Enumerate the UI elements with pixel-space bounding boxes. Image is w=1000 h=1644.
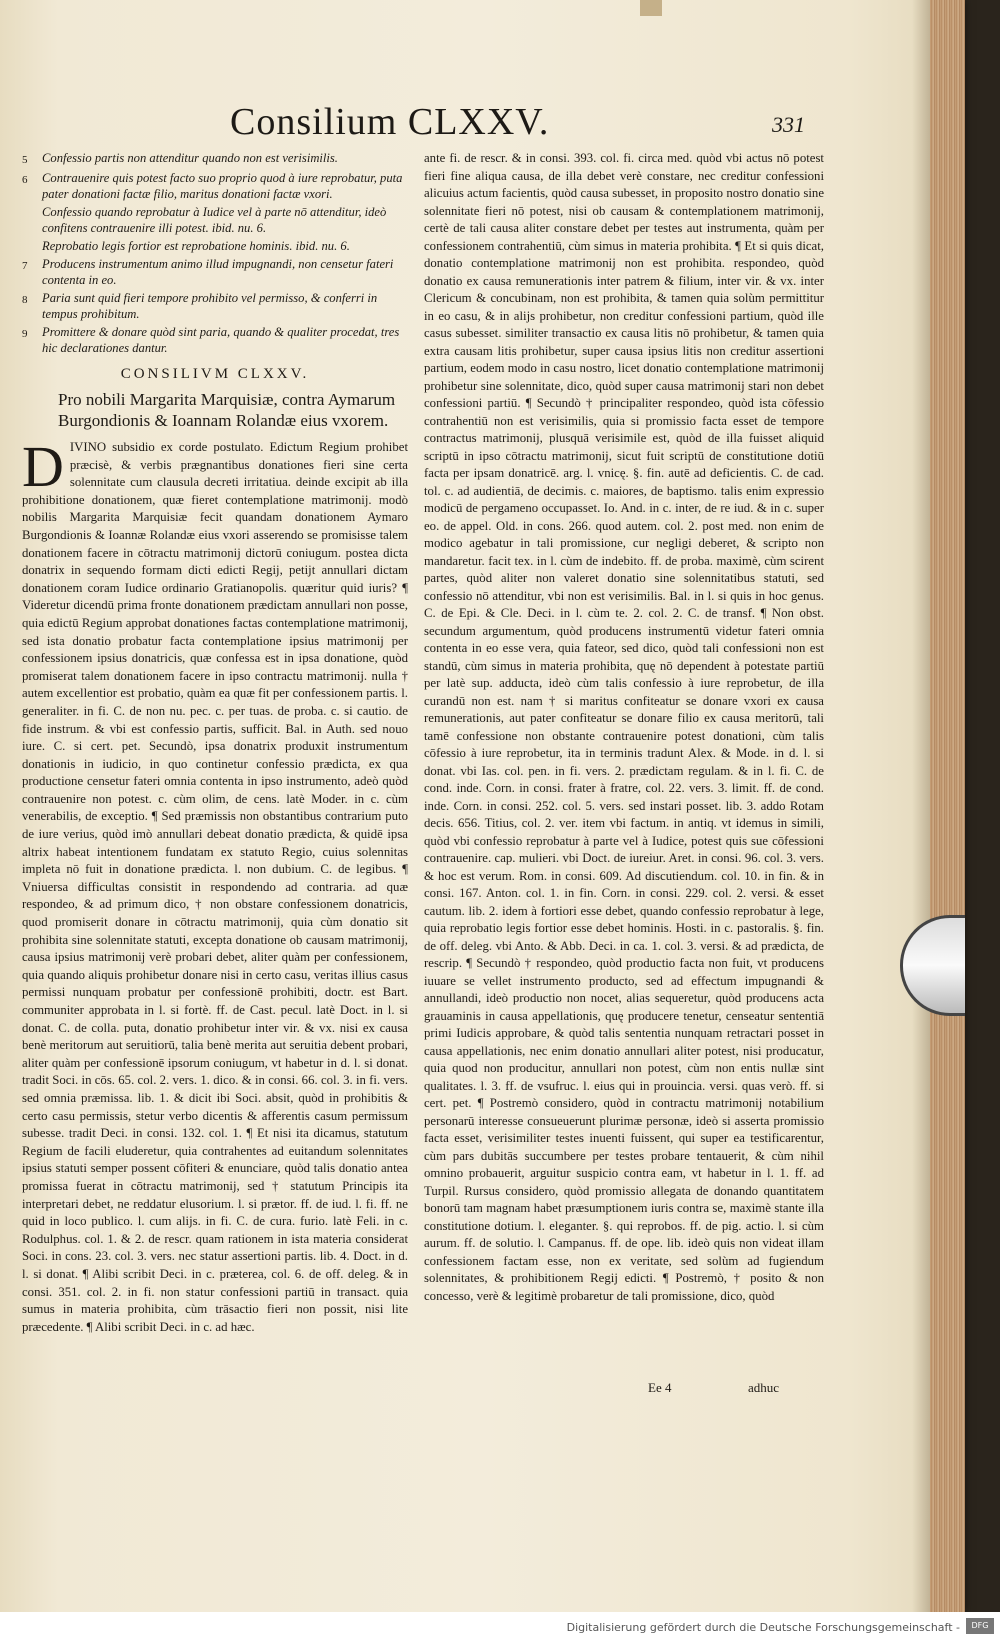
funding-credit: Digitalisierung gefördert durch die Deutsche Forschungsgemeinschaft - bbox=[566, 1621, 960, 1634]
left-column bbox=[22, 150, 408, 1336]
dfg-logo: DFG bbox=[966, 1618, 994, 1634]
case-title: Pro nobili Margarita Marquisiæ, contra Aymarum Burgondionis & Ioannam Rolandæ eius vxorem. bbox=[58, 390, 396, 430]
page-title: Consilium CLXXV. bbox=[230, 101, 550, 143]
summary-list bbox=[22, 150, 408, 356]
page-tab-marker bbox=[640, 0, 662, 16]
summary-item: 8 Paria sunt quid fieri tempore prohibito vel permisso, & conferri in tempus prohibitum. bbox=[22, 291, 378, 321]
summary-item: Confessio quando reprobatur à Iudice vel à parte nō attenditur, ideò confitens contrauenire illi potest. ibid. nu. 6. bbox=[42, 205, 387, 235]
right-paragraph: ante fi. de rescr. & in consi. 393. col. fi. circa med. quòd vbi actus nō potest fieri fine aliqua causa, de illa debet verè constare, nec creditur confessioni alicuius actum facientis, quòd causa subesset, in proposito nostro donatio sine solennitate fieri nō potest, nisi ob causam & contemplationem matrimonij, certè de tali causa aliter constare debet per testes aut instrumenta, quàm per confessionem contrahentiū, cùm simus in materia prohibita. ¶ Et si quis dicat, donatio contemplatione matrimonij non est prohibita. respondeo, quòd donatio ex causa remunerationis inter patrem & filium, inter vir. & vx. inter Clericum & concubinam, non est prohibita, & tamen quia solùm permittitur in eo casu, & in alijs prohibetur, non creditur confessioni partium, quòd ille casus subesset. similiter transactio ex causa litis nō prohibetur, & tamen quia extra causam litis prohibetur, super causa ipsius litis non creditur assertioni partium, eodem modo in casu nostro, licet donatio contemplatione matrimonij prohibetur sine solennitate, dico, quòd super causa matrimonij stari non debet confessioni partiū. ¶ Secundò † principaliter respondeo, quòd ista cōfessio contrahentiū non est verisimilis, quia si promissio facta esset de tempore contractus matrimonij, plusquā verisimile est, quòd de illa fuisset aliquid scriptū in ipso cōtractu matrimonij, sicut fuit scriptū de constitutione dotiū facta per ipsam donatricē. arg. l. vnicę. §. fin. autē ad deficientis. C. de cad. tol. c. ad audientiā, de decimis. c. maiores, de baptismo. talis enim expressio modicū de pergameno occupasset. Io. And. in c. inter, de re iud. & in c. super eo. de appel. Old. in cons. 266. quod autem. col. 2. post med. non enim de modico agebatur in tali promissione, cur negligi deberet, & scripto non mandaretur. facit tex. in l. cùm de indebito. ff. de proba. maximè, cùm scirent partes, quòd aliter non valeret donatio sine solennitatibus statuti, sed confessio nō attenditur, vbi non est verisimilis. Bal. in l. si quis in hoc genus. C. de Epi. & Cle. Deci. in l. cùm te. 2. col. 2. C. de transf. ¶ Non obst. secundum argumentum, quòd producens instrumentū videtur fateri omnia contenta in eo esse vera, quia fateor, sed dico, quòd tali confessioni non est standū, cùm simus in materia prohibita, quę nō dependent à potestate partiū per latè sup. adducta, ideò cùm talis confessio à iure reprobetur, de illa curandū non est. nam † si maritus confiteatur se donare vxori ex causa remunerationis, aut pater confiteatur se donare filio ex causa meritorū, tali tamē confessione non obstante contrauenire potest donationi, cùm talis cōfessio à iure reprobetur, ita in terminis tradunt Alex. & Mode. in d. l. si donat. vbi Ias. col. pen. in fi. vers. 2. prædictam regulam. & in l. fi. C. de cond. inde. Corn. in consi. frater à fratre, col. 22. vers. 3. limit. ff. de cond. inde. Corn. in consi. 252. col. 5. vers. sed instari posset. lib. 3. addo Rotam decis. 656. Titius, col. 2. ver. item vbi factum. in antiq. vt idemus in simili, quòd vbi confessio reprobatur à parte vel à Iudice, potest quis sue cōfessioni contrauenire. cap. mulieri. vbi Doct. de iureiur. Aret. in consi. 96. col. 3. vers. & hoc est verum. Rom. in consi. 609. Ad discutiendum. col. 10. in fin. & in consi. 167. Anton. col. 1. in fin. Corn. in consi. 229. col. 2. versi. & esset cautum. lib. 2. idem à fortiori esse debet, quando confessio reprobatur à lege, quia reprobatio legis fortior esse debet hominis. Hosti. in c. pastoralis. §. fin. de off. deleg. vbi Anto. & Abb. Deci. in ca. 1. col. 3. versi. & ad prædicta, de rescrip. ¶ Secundò † respondeo, quòd productio facta non fuit, vt producens iuuare se vellet instrumento producto, sed ad effectum impugnandi & annullandi, ideò productio non nocet, alias sequeretur, quòd producens acta grauaminis in causa appellationis, quę producere tenetur, censeatur sententiā primi Iudicis approbare, & quòd talis sententia nunquam retractari posset in causa appellationis, nec enim donatio annullari aliter potest, nisi producatur, quia quod non producitur, annullari non potest, cùm non entis nullæ sint qualitates. l. 3. ff. de vsufruc. l. eius qui in prouincia. versi. quas verò. ff. si cert. pet. ¶ Postremò considero, quòd in contractu matrimonij notabilium personarū interesse consueuerunt plurimæ personæ, ideò si asserta promissio facta esset, verisimiliter testes inuenti fuissent, qui super ea testificarentur, cùm pars dubitās succumbere per testes probare tentauerit, & cùm nihil omnino probauerit, arguitur suspicio contra eam, vt habetur in l. 1. ff. ad Turpil. Rursus considero, quòd promissio allegata de donando quantitatem bonorū tam magnam habet præsumptionem iuris contra se, maximè stante illa constitutione dotium. l. eleganter. §. qui reprobos. ff. de pig. actio. l. si cùm aurum. ff. de solutio. l. Campanus. ff. de ope. lib. ideò quis non videat illam confessionem factam esse, non ex veritate, sed solùm ad fugiendum solennitates, & prohibitionem Regij edicti. ¶ Postremò, † posito & non concesso, verè & legitimè probaretur de tali promissione, dico, quòd bbox=[424, 151, 824, 1303]
right-column bbox=[424, 150, 824, 1305]
right-body-text bbox=[424, 150, 824, 1305]
page-number: 331 bbox=[772, 112, 805, 137]
page-clip bbox=[900, 915, 965, 1016]
left-body-text bbox=[22, 434, 408, 1336]
footer-bar bbox=[0, 1612, 1000, 1644]
page-gutter-shadow bbox=[912, 0, 930, 1612]
signature-mark: Ee 4 bbox=[648, 1380, 672, 1395]
book-edge bbox=[930, 0, 965, 1612]
summary-item: 7 Producens instrumentum animo illud impugnandi, non censetur fateri contenta in eo. bbox=[22, 257, 394, 287]
summary-item: 9 Promittere & donare quòd sint paria, quando & qualiter procedat, tres hic declarationes dantur. bbox=[22, 325, 400, 355]
drop-cap: D bbox=[22, 434, 64, 499]
consilium-heading: CONSILIVM CLXXV. bbox=[120, 366, 310, 382]
left-paragraph: IVINO subsidio ex corde postulato. Edictum Regium prohibet præcisè, & verbis prægnantibus donationes fieri sine certa solennitate cum clausula decreti irritatiua. deinde excipit ab illa prohibitione donationem, quæ fieret contemplatione matrimonij. modò nobilis Margarita Marquisiæ fecit quandam donationem Aymaro Burgondionis & Ioannæ Rolandæ eius vxori asserendo se promisisse talem donationem facere in cōtractu matrimonij dictorū coniugum. postea dicta donatrix in sequendo formam dicti edicti Regij, petijt annullari dictam donationem coram Iudice ordinario Gratianopolis. quæritur quid iuris? ¶ Videretur dicendū prima fronte donationem prædictam annullari non posse, quia edictū Regium approbat donationes factas contemplatione matrimonij, sed ista donatio probatur facta contemplatione ipsius matrimonij per confessionem ipsius donatricis, quæ confessa est in ipsa donatione, quòd promiserat talem donationem facere in ipso contractu matrimonij. nulla † autem excellentior est probatio, quàm ea quæ fit per confessionem partis. l. generaliter. in fi. C. de non nu. pec. c. per tuas. de proba. c. si cautio. de fide instrum. & vbi est confessio partis, sufficit. Bal. in Auth. sed nouo iure. C. si cert. pet. Secundò, ipsa donatrix produxit instrumentum donationis in iudicio, in quo continetur confessio prædicta, ex qua productione censetur fateri omnia contenta in ipso instrumento, adeò quòd contrauenire non potest. c. cùm olim, de cens. latè Moder. in c. cùm venerabilis, de exceptio. ¶ Sed præmissis non obstantibus contrarium puto de iure verius, quòd imò annullari debeat donatio prædicta, & quidē ipsa altrix habeat intentionem fundatam ex statuto Regio, cuius solennitas impleta nō fuit in donatione prædicta. l. non dubium. C. de legibus. ¶ Vniuersa difficultas consistit in respondendo ad contraria. ad quæ respondeo, & ad primum dico, † non obstare confessionem donatricis, quod promiserit donare in cōtractu matrimonij, quia cùm donatio sit prohibita sine solennitate statuti, excepta donatione ob causam matrimonij, causa ipsius matrimonij verè probari debet, aliter quàm per confessionem, quia quando aliquis prohibetur donare nisi in certo casu, veritas illius casus permissi nunquam probatur per confessionē prohibiti, doctr. est Bart. communiter approbata in l. si fortè. ff. de Cast. pecul. latè Doct. in l. si donat. C. de colla. puta, donatio prohibetur inter vir. & vx. nisi ex causa benè meritorum aut seruitiorū, talia benè merita aut seruitia debent probari, aliter quàm per confessionē ipsorum coniugum, vt habetur in d. l. si donat. tradit Soci. in cōs. 65. col. 2. vers. 1. dico. & in consi. 66. col. 3. in fi. vers. sed omnia præmissa. lib. 1. & dicit ibi Soci. absit, quòd in prohibitis & certo casu permissis, stetur verbo dicentis & afferentis casum permissum subesse. tradit Deci. in consi. 132. col. 1. ¶ Et nisi ita dicamus, statutum Regium de facili eluderetur, quia contrahentes ad euitandum solennitates ipsius statuti semper possent cōfiteri & enunciare, quòd talis donatio antea promissa fuerat in cōtractu matrimonij, sed † statutum Principis ita interpretari debet, ne reddatur elusorium. l. si prætor. ff. de iud. l. fi. ff. ne quid in loco publico. l. cum alijs. in fi. C. de cura. furio. latè Feli. in c. Rodulphus. col. 1. & 2. de rescr. quam rationem in ista materia considerat Soci. in cons. 23. col. 3. vers. nec statur assertioni partis. lib. 4. Doct. in d. l. si donat. ¶ Alibi scribit Deci. in c. præterea, col. 6. de off. deleg. & in consi. 351. col. 2. in fi. non statur confessioni partiū in transact. quia sumus in materia prohibita, cùm trāsactio fieri non possit, nisi lite præcedente. ¶ Alibi scribit Deci. in c. ad hæc. bbox=[22, 440, 408, 1334]
summary-item: Reprobatio legis fortior est reprobatione hominis. ibid. nu. 6. bbox=[42, 239, 350, 253]
summary-item: 5 Confessio partis non attenditur quando non est verisimilis. bbox=[22, 151, 338, 166]
catchword: adhuc bbox=[748, 1380, 780, 1395]
summary-item: 6 Contrauenire quis potest facto suo proprio quod à iure reprobatur, puta pater donationi factæ filio, maritus donationi factæ vxori. bbox=[22, 171, 403, 201]
